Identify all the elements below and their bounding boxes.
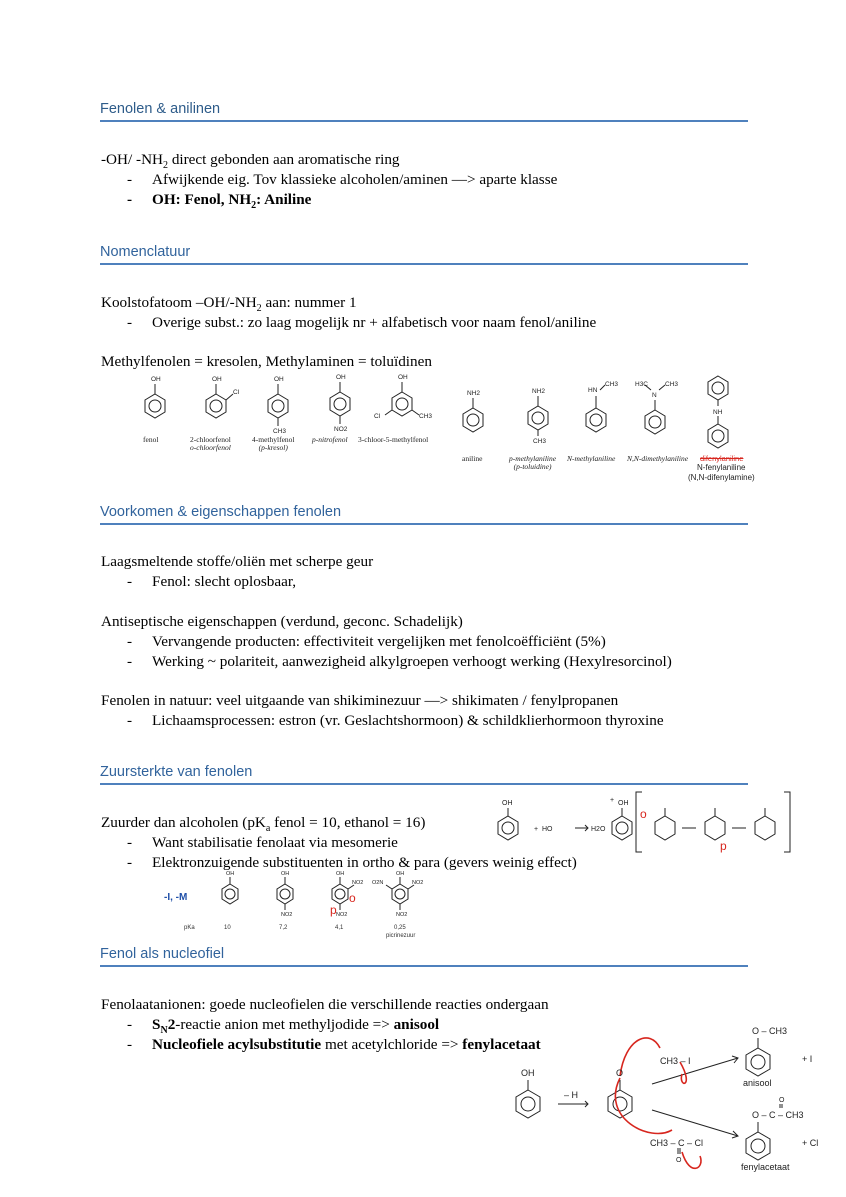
text-line (101, 996, 549, 1014)
section-heading-fenolen-anilinen (100, 101, 748, 122)
atom-label: OH (151, 376, 161, 383)
bullet-text: Want stabilisatie fenolaat via mesomerie (152, 834, 398, 851)
heading-text: Nomenclatuur (100, 244, 191, 260)
text-part: Methylfenolen = kresolen, Methylaminen = toluïdinen (101, 353, 432, 370)
bullet-item: - Werking ~ polariteit, aanwezigheid alkylgroepen verhoogt werking (Hexylresorcinol) (127, 653, 672, 670)
bullet-item: - Want stabilisatie fenolaat via mesomerie (127, 834, 398, 851)
caption-p-nitrofenol: p-nitrofenol (312, 435, 348, 444)
atom-label: Cl (233, 389, 240, 396)
atom-label: CH3 (533, 438, 547, 445)
bullet-text: anisool (393, 1016, 440, 1033)
atom-label: N (652, 392, 657, 399)
subscript: 2 (256, 303, 262, 315)
product-label: fenylacetaat (741, 1162, 790, 1172)
atom-label: NH (713, 409, 723, 416)
caption-aniline: aniline (462, 454, 483, 463)
bullet-text: S (152, 1016, 161, 1033)
atom-label: OH (396, 871, 405, 877)
atom-label: OH (274, 376, 284, 383)
bullet-item: - Afwijkende eig. Tov klassieke alcoholen/aminen —> aparte klasse (127, 171, 558, 188)
picrine-label: picrinezuur (386, 933, 416, 939)
text-part: Koolstofatoom –OH/-NH (101, 294, 257, 311)
bullet-text: OH: Fenol, NH (152, 191, 252, 208)
text-line (101, 692, 618, 710)
aniline-structures-figure (455, 370, 765, 460)
bullet-text: Lichaamsprocessen: estron (vr. Geslachtshormoon) & schildklierhormoon thyroxine (152, 712, 664, 729)
section-heading-zuursterkte (100, 764, 748, 785)
atom-label: OH (521, 1068, 535, 1078)
bullet-item: - Fenol: slecht oplosbaar, (127, 573, 297, 590)
bullet-text: Fenol: slecht oplosbaar, (152, 573, 297, 590)
caption-line: o-chloorfenol (190, 443, 231, 452)
resonance-figure (490, 788, 795, 858)
bullet-text: Werking ~ polariteit, aanwezigheid alkylgroepen verhoogt werking (Hexylresorcinol) (152, 653, 672, 670)
text-line (101, 553, 373, 571)
atom-label: + (534, 826, 539, 833)
acidity-figure (158, 868, 448, 940)
atom-label: OH (281, 871, 290, 877)
text-part: fenol = 10, ethanol = 16) (270, 814, 426, 831)
section-heading-voorkomen (100, 504, 748, 525)
atom-label: O (779, 1097, 785, 1104)
atom-label: O – CH3 (752, 1026, 788, 1036)
product-label: anisool (743, 1078, 772, 1088)
subscript: N (160, 1025, 168, 1037)
section-heading-nucleofiel (100, 946, 748, 967)
nucleophile-reaction-figure (500, 1018, 846, 1183)
atom-label: O – C – CH3 (752, 1110, 804, 1120)
caption-line: 2-chloorfenol (190, 435, 231, 444)
atom-label: NO2 (281, 912, 293, 918)
pka-value: 4,1 (335, 925, 344, 931)
bullet-text: -reactie anion met methyljodide => (175, 1016, 394, 1033)
text-part: aan: nummer 1 (261, 294, 357, 311)
text-part: Fenolen in natuur: veel uitgaande van shikiminezuur —> shikimaten / fenylpropanen (101, 692, 619, 709)
atom-label: O (616, 1068, 624, 1078)
heading-text: Voorkomen & eigenschappen fenolen (100, 504, 342, 520)
atom-label: OH (618, 800, 629, 807)
atom-label: CH3 (419, 413, 433, 420)
atom-label: OH (212, 376, 222, 383)
bullet-text: Elektronzuigende substituenten in ortho & para (gevers weinig effect) (152, 854, 577, 871)
ortho-mark: o (349, 891, 356, 905)
bullet-text: Nucleofiele acylsubstitutie (152, 1036, 322, 1053)
bullet-text: met acetylchloride => (321, 1036, 463, 1053)
text-part: Fenolaatanionen: goede nucleofielen die verschillende reacties ondergaan (101, 996, 549, 1013)
pka-value: 10 (224, 925, 231, 931)
reagent-label: – H (564, 1090, 579, 1100)
caption-fenol: fenol (143, 435, 159, 444)
caption-nn-dimethylaniline: N,N-dimethylaniline (627, 454, 689, 463)
caption-nn-difenylamine: (N,N-difenylamine) (688, 473, 755, 482)
effect-label: -I, -M (164, 892, 188, 903)
byproduct-label: + Cl (802, 1138, 819, 1148)
atom-label: Cl (374, 413, 381, 420)
caption-n-methylaniline: N-methylaniline (567, 454, 616, 463)
bullet-text: Overige subst.: zo laag mogelijk nr + alfabetisch voor naam fenol/aniline (152, 314, 597, 331)
atom-label: NH2 (467, 390, 481, 397)
text-part: Laagsmeltende stoffe/oliën met scherpe geur (101, 553, 374, 570)
para-mark: p (720, 839, 727, 853)
caption-4-methylfenol (252, 436, 295, 452)
heading-text: Fenol als nucleofiel (100, 946, 225, 962)
pka-value: 7,2 (279, 925, 288, 931)
caption-line: p-methylaniline (509, 454, 557, 463)
pka-value: 0,25 (394, 925, 406, 931)
bullet-text: fenylacetaat (462, 1036, 541, 1053)
bullet-text: : Aniline (256, 191, 312, 208)
para-mark: p (330, 903, 337, 917)
bullet-item: - Nucleofiele acylsubstitutie met acetylchloride => fenylacetaat (127, 1036, 541, 1053)
caption-line: (p-kresol) (258, 443, 288, 452)
subscript: 2 (163, 160, 169, 172)
atom-label: NH2 (532, 388, 546, 395)
atom-label: OH (398, 374, 408, 381)
bullet-item: - Lichaamsprocessen: estron (vr. Geslachtshormoon) & schildklierhormoon thyroxine (127, 712, 664, 729)
atom-label: OH (336, 374, 346, 381)
text-line (101, 613, 463, 631)
heading-text: Fenolen & anilinen (100, 101, 221, 117)
bullet-item: - Elektronzuigende substituenten in ortho & para (gevers weinig effect) (127, 854, 577, 871)
bullet-text: Vervangende producten: effectiviteit vergelijken met fenolcoëfficiënt (5%) (152, 633, 606, 650)
heading-text: Zuursterkte van fenolen (100, 764, 253, 780)
atom-label: NO2 (334, 426, 348, 433)
bullet-text: Afwijkende eig. Tov klassieke alcoholen/aminen —> aparte klasse (152, 171, 558, 188)
atom-label: NO2 (352, 880, 364, 886)
caption-n-fenylaniline: N-fenylaniline (697, 463, 746, 472)
atom-label: NO2 (412, 880, 424, 886)
caption-2-chloorfenol (190, 436, 231, 452)
atom-label: NO2 (336, 912, 348, 918)
reagent-label: CH3 – I (660, 1056, 691, 1066)
text-part: -OH/ -NH (101, 151, 164, 168)
caption-p-methylaniline (509, 455, 556, 471)
text-line (101, 353, 432, 371)
atom-label: H2O (591, 826, 606, 833)
atom-label: NO2 (396, 912, 408, 918)
byproduct-label: + I (802, 1054, 813, 1064)
bullet-item: - OH: Fenol, $NH_2$: Aniline (127, 191, 312, 212)
caption-difenylaniline-struck: difenylaniline (700, 454, 744, 463)
reagent-label: CH3 – C – Cl (650, 1138, 704, 1148)
atom-label: HO (542, 826, 553, 833)
text-part: Zuurder dan alcoholen (pK (101, 814, 266, 831)
atom-label: OH (336, 871, 345, 877)
bullet-item: - Overige subst.: zo laag mogelijk nr + alfabetisch voor naam fenol/aniline (127, 314, 597, 331)
caption-line: 4-methylfenol (252, 435, 295, 444)
bullet-text: 2 (167, 1016, 176, 1033)
atom-label: + (610, 797, 615, 804)
pka-label: pKa (184, 925, 195, 931)
bullet-item: - Vervangende producten: effectiviteit vergelijken met fenolcoëfficiënt (5%) (127, 633, 606, 650)
atom-label: CH3 (273, 428, 287, 435)
atom-label: O2N (372, 880, 384, 886)
subscript: 2 (251, 200, 257, 212)
subscript: a (265, 823, 271, 835)
atom-label: OH (226, 871, 235, 877)
text-part: direct gebonden aan aromatische ring (168, 151, 400, 168)
text-part: Antiseptische eigenschappen (verdund, geconc. Schadelijk) (101, 613, 463, 630)
atom-label: H3C (635, 381, 649, 388)
atom-label: CH3 (605, 381, 619, 388)
caption-line: (p-toluidine) (513, 462, 552, 471)
atom-label: OH (502, 800, 513, 807)
ortho-mark: o (640, 807, 647, 821)
atom-label: O (676, 1157, 682, 1164)
section-heading-nomenclatuur (100, 244, 748, 265)
atom-label: HN (588, 387, 598, 394)
caption-3-chloor-5-methylfenol: 3-chloor-5-methylfenol (358, 435, 429, 444)
atom-label: CH3 (665, 381, 679, 388)
bullet-item: - $S_N2$-reactie anion met methyljodide => anisool (127, 1016, 440, 1037)
